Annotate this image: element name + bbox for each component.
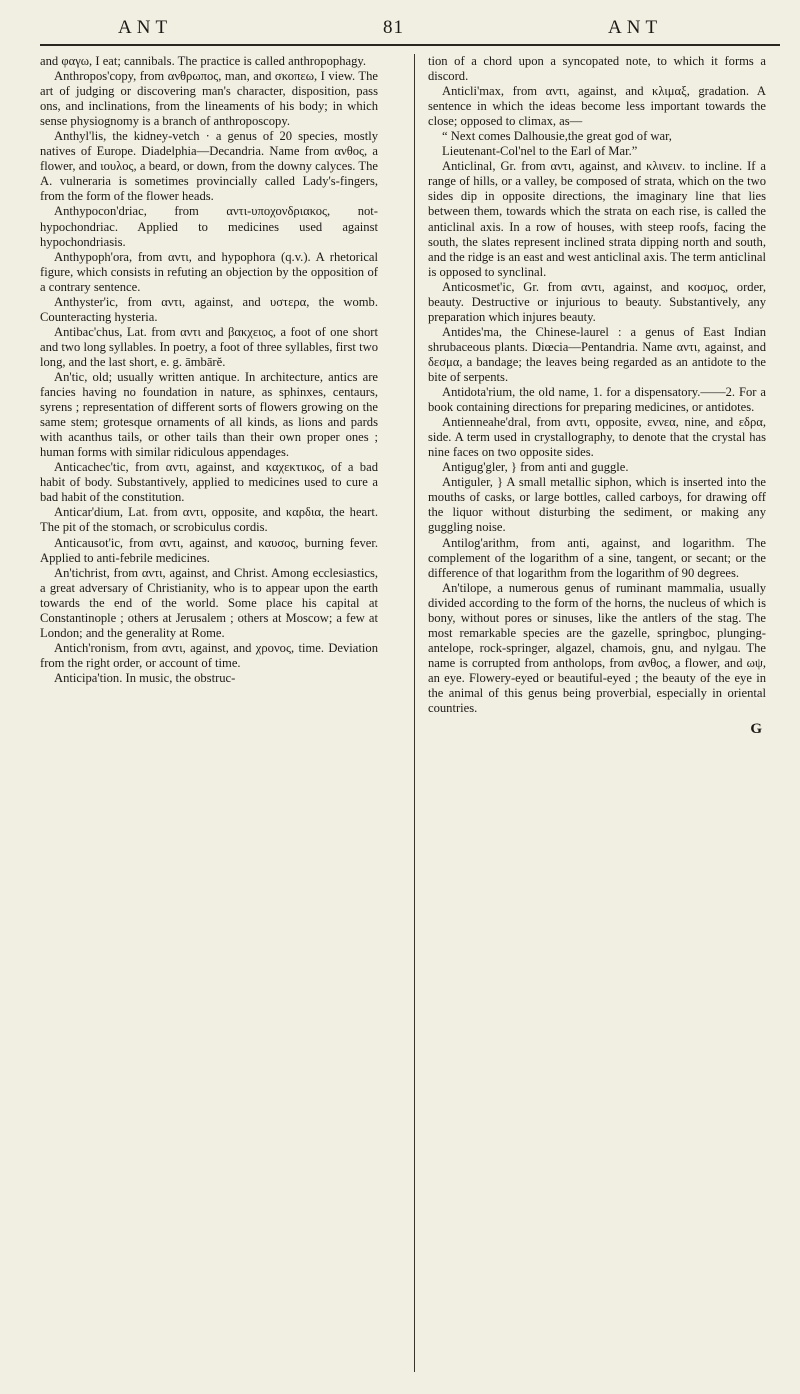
- right-column: [428, 54, 766, 737]
- dictionary-entry: Anticlinal, Gr. from αντι, against, and κλινειν. to incline. If a range of hills, or a valley, be composed of strata, which on the two sides dip in opposite directions, the imaginary line that lies between them, towards which the strata on each rise, is called the anticlinal axis. In a row of houses, with steep roofs, facing the south, the slates represent inclined strata dipping north and south, and the ridge is an east and west anticlinal axis. The term anticlinal is opposed to synclinal.: [428, 159, 766, 279]
- dictionary-entry: Antibac'chus, Lat. from αντι and βακχειος, a foot of one short and two long syllables. In poetry, a foot of three syllables, first two long, and the last short, e. g. āmbārĕ.: [40, 324, 378, 369]
- dictionary-entry: Anticar'dium, Lat. from αντι, opposite, and καρδια, the heart. The pit of the stomach, or scrobiculus cordis.: [40, 505, 378, 535]
- dictionary-entry: Antiguler, } A small metallic siphon, which is inserted into the mouths of casks, or large bottles, called carboys, for drawing off the liquor without disturbing the sediment, or making any guggling noise.: [428, 475, 766, 535]
- dictionary-entry: and φαγω, I eat; cannibals. The practice is called anthropophagy.: [40, 54, 367, 68]
- dictionary-entry: Anticausot'ic, from αντι, against, and καυσος, burning fever. Applied to anti-febrile medicines.: [40, 535, 378, 565]
- header-rule: [40, 44, 780, 46]
- dictionary-entry: Lieutenant-Col'nel to the Earl of Mar.”: [442, 144, 638, 159]
- dictionary-entry: Anticipa'tion. In music, the obstruc-: [54, 670, 236, 685]
- left-column: [40, 54, 378, 686]
- dictionary-entry: Anthypocon'driac, from αντι-υποχονδριακος, not-hypochondriac. Applied to medicines used against hypochondriasis.: [40, 204, 378, 249]
- column-divider: [414, 54, 415, 1372]
- dictionary-entry: Antienneahe'dral, from αντι, opposite, εννεα, nine, and εδρα, side. A term used in crystallography, to denote that the crystal has nine faces on two opposite sides.: [428, 415, 766, 460]
- dictionary-entry: Anticli'max, from αντι, against, and κλιμαξ, gradation. A sentence in which the ideas become less important towards the close; opposed to climax, as—: [428, 84, 766, 129]
- dictionary-entry: An'tilope, a numerous genus of ruminant mammalia, usually divided according to the form of the horns, the nucleus of which is bony, without pores or sinuses, like the antlers of the stag. The most remarkable species are the gazelle, springboc, plunging-antelope, rock-springer, algazel, chamois, gnu, and nylgau. The name is corrupted from antholops, from ανθος, a flower, and ωψ, an eye. Flowery-eyed or beautiful-eyed ; the beauty of the eye in the animal of this genus being proverbial, especially in oriental countries.: [428, 580, 766, 716]
- dictionary-entry: Antides'ma, the Chinese-laurel : a genus of East Indian shrubaceous plants. Diœcia—Pentandria. Name αντι, against, and δεσμα, a bandage; the leaves being regarded as an antidote to the bite of serpents.: [428, 324, 766, 384]
- header-right: ANT: [608, 17, 663, 38]
- dictionary-entry: “ Next comes Dalhousie,the great god of war,: [442, 129, 672, 144]
- page-number: 81: [383, 17, 404, 38]
- header-left: ANT: [118, 17, 173, 38]
- dictionary-entry: Antich'ronism, from αντι, against, and χρονος, time. Deviation from the right order, or account of time.: [40, 640, 378, 670]
- running-header: [0, 17, 800, 41]
- dictionary-entry: Antilog'arithm, from anti, against, and logarithm. The complement of the logarithm of a sine, tangent, or secant; or the difference of that logarithm from the logarithm of 90 degrees.: [428, 535, 766, 580]
- dictionary-entry: Anticachec'tic, from αντι, against, and καχεκτικος, of a bad habit of body. Substantively, applied to medicines used to cure a bad habit of the constitution.: [40, 460, 378, 505]
- dictionary-entry: Anthyster'ic, from αντι, against, and υστερα, the womb. Counteracting hysteria.: [40, 294, 378, 324]
- dictionary-entry: Anthyl'lis, the kidney-vetch · a genus of 20 species, mostly natives of Europe. Diadelphia—Decandria. Name from ανθος, a flower, and ιουλος, a beard, or down, from the downy calyces. The A. vulneraria is sometimes provincially called Lady's-fingers, from the form of the flower heads.: [40, 129, 378, 204]
- dictionary-entry: An'tichrist, from αντι, against, and Christ. Among ecclesiastics, a great adversary of Christianity, who is to appear upon the earth towards the end of the world. Some place his capital at Constantinople ; others at Jerusalem ; others at Moscow; a few at London; and the generality at Rome.: [40, 565, 378, 640]
- signature-mark: G: [750, 721, 762, 738]
- dictionary-entry: Anticosmet'ic, Gr. from αντι, against, and κοσμος, order, beauty. Destructive or injurious to beauty. Substantively, any preparation which injures beauty.: [428, 279, 766, 324]
- dictionary-entry: Anthropos'copy, from ανθρωπος, man, and σκοπεω, I view. The art of judging or discovering man's character, disposition, pass ons, and inclinations, from the lineaments of his body; in which sense physiognomy is a branch of anthroposcopy.: [40, 69, 378, 129]
- dictionary-entry: Anthypoph'ora, from αντι, and hypophora (q.v.). A rhetorical figure, which consists in refuting an objection by the opposition of a contrary sentence.: [40, 249, 378, 294]
- dictionary-entry: Antigug'gler, } from anti and guggle.: [442, 460, 629, 475]
- dictionary-entry: Antidota'rium, the old name, 1. for a dispensatory.——2. For a book containing directions for preparing medicines, or antidotes.: [428, 385, 766, 415]
- dictionary-entry: tion of a chord upon a syncopated note, to which it forms a discord.: [428, 54, 766, 84]
- dictionary-entry: An'tic, old; usually written antique. In architecture, antics are fancies having no foundation in nature, as sphinxes, centaurs, syrens ; representation of different sorts of flowers growing on the same stem; grotesque ornaments of all kinds, as lions and pards with acanthus tails, or other tails than their own proper ones ; human forms with similar ridiculous appendages.: [40, 369, 378, 460]
